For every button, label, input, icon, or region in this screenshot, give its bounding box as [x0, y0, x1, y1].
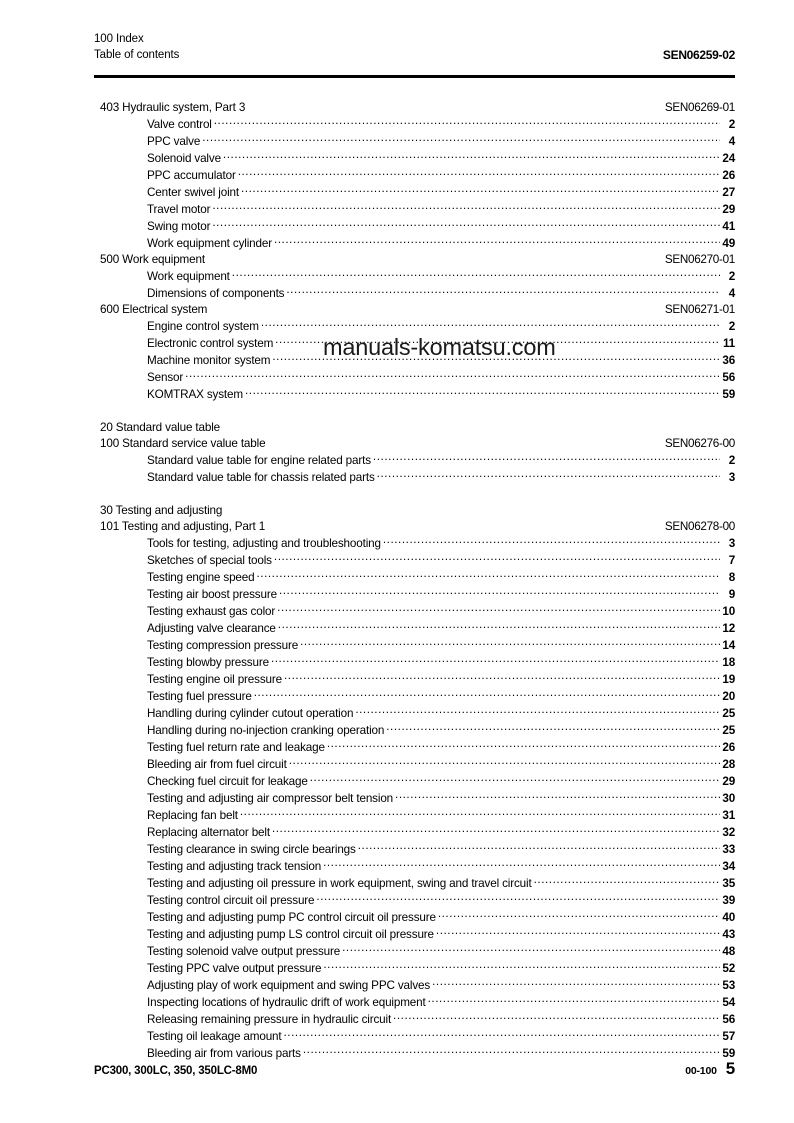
- page-footer: [94, 1060, 735, 1077]
- footer-section-code: 00-100: [685, 1065, 717, 1077]
- toc-entry-leader-dots: [310, 773, 720, 785]
- toc-section-header[interactable]: [94, 252, 735, 268]
- toc-entry-page-number: 52: [722, 962, 735, 975]
- toc-entry-label: Testing control circuit oil pressure: [147, 894, 315, 907]
- toc-entry[interactable]: [94, 841, 735, 858]
- toc-entry-leader-dots: [323, 960, 720, 972]
- toc-entry-label: Testing fuel pressure: [147, 690, 252, 703]
- toc-entry-leader-dots: [284, 671, 720, 683]
- toc-entry-leader-dots: [358, 841, 720, 853]
- toc-entry[interactable]: [94, 133, 735, 150]
- toc-entry-leader-dots: [254, 688, 720, 700]
- toc-section-header[interactable]: [94, 302, 735, 318]
- toc-entry-label: Swing motor: [147, 220, 211, 233]
- toc-entry[interactable]: [94, 318, 735, 335]
- toc-entry[interactable]: [94, 773, 735, 790]
- toc-entry-page-number: 56: [722, 1013, 735, 1026]
- toc-entry-page-number: 20: [722, 690, 735, 703]
- toc-entry[interactable]: [94, 994, 735, 1011]
- toc-entry[interactable]: [94, 116, 735, 133]
- toc-group-title: 20 Standard value table: [100, 421, 221, 434]
- toc-entry-label: Testing and adjusting pump LS control circuit oil pressure: [147, 928, 434, 941]
- toc-entry-page-number: 59: [722, 388, 735, 401]
- toc-entry-page-number: 24: [722, 152, 735, 165]
- toc-entry-label: Checking fuel circuit for leakage: [147, 775, 308, 788]
- toc-entry-label: Standard value table for engine related parts: [147, 454, 371, 467]
- toc-entry-page-number: 49: [722, 237, 735, 250]
- toc-entry-leader-dots: [241, 184, 720, 196]
- toc-entry-page-number: 28: [722, 758, 735, 771]
- toc-entry-page-number: 3: [728, 471, 735, 484]
- toc-entry-leader-dots: [289, 756, 720, 768]
- footer-page-number: 5: [725, 1059, 735, 1078]
- toc-entry-label: Center swivel joint: [147, 186, 239, 199]
- toc-entry-page-number: 56: [722, 371, 735, 384]
- toc-entry-leader-dots: [342, 943, 720, 955]
- toc-entry-leader-dots: [327, 739, 720, 751]
- toc-entry-leader-dots: [274, 235, 720, 247]
- toc-entry-page-number: 29: [722, 775, 735, 788]
- toc-entry-leader-dots: [428, 994, 720, 1006]
- toc-entry-label: Testing and adjusting track tension: [147, 860, 322, 873]
- toc-entry-page-number: 12: [722, 622, 735, 635]
- toc-entry-label: Releasing remaining pressure in hydraulic circuit: [147, 1013, 392, 1026]
- toc-entry[interactable]: [94, 535, 735, 552]
- toc-entry-page-number: 7: [728, 554, 735, 567]
- toc-entry-label: Solenoid valve: [147, 152, 221, 165]
- toc-entry-page-number: 25: [722, 724, 735, 737]
- toc-entry-leader-dots: [278, 620, 720, 632]
- toc-entry-page-number: 14: [722, 639, 735, 652]
- toc-entry-page-number: 35: [722, 877, 735, 890]
- toc-entry[interactable]: [94, 654, 735, 671]
- toc-entry-label: Tools for testing, adjusting and troubleshooting: [147, 537, 381, 550]
- toc-entry-leader-dots: [323, 858, 720, 870]
- toc-entry-page-number: 30: [722, 792, 735, 805]
- toc-block-spacer: [94, 486, 735, 503]
- toc-entry[interactable]: [94, 909, 735, 926]
- watermark-text: manuals-komatsu.com: [323, 334, 556, 360]
- toc-entry-leader-dots: [279, 586, 720, 598]
- toc-section-header[interactable]: [94, 519, 735, 535]
- toc-entry[interactable]: [94, 452, 735, 469]
- toc-block-spacer: [94, 403, 735, 420]
- toc-entry[interactable]: [94, 671, 735, 688]
- toc-entry-label: Bleeding air from fuel circuit: [147, 758, 287, 771]
- toc-entry-page-number: 26: [722, 741, 735, 754]
- toc-entry[interactable]: [94, 150, 735, 167]
- toc-section-code: SEN06276-00: [664, 437, 735, 450]
- toc-entry[interactable]: [94, 807, 735, 824]
- toc-entry-label: Testing compression pressure: [147, 639, 299, 652]
- toc-entry-page-number: 34: [722, 860, 735, 873]
- toc-entry-label: Replacing alternator belt: [147, 826, 270, 839]
- toc-entry-label: Standard value table for chassis related parts: [147, 471, 375, 484]
- toc-entry[interactable]: [94, 960, 735, 977]
- toc-entry-page-number: 2: [728, 454, 735, 467]
- toc-entry-page-number: 8: [728, 571, 735, 584]
- toc-entry-label: Work equipment: [147, 270, 230, 283]
- toc-entry-leader-dots: [436, 926, 720, 938]
- toc-entry-page-number: 2: [728, 270, 735, 283]
- toc-entry-label: PPC valve: [147, 135, 201, 148]
- header-divider: [94, 75, 735, 78]
- toc-entry-leader-dots: [432, 977, 720, 989]
- toc-entry-leader-dots: [256, 569, 720, 581]
- toc-entry[interactable]: [94, 688, 735, 705]
- toc-entry-leader-dots: [316, 892, 720, 904]
- toc-entry[interactable]: [94, 369, 735, 386]
- toc-entry-label: Engine control system: [147, 320, 259, 333]
- toc-entry-page-number: 3: [728, 537, 735, 550]
- toc-section-title: 500 Work equipment: [100, 253, 205, 266]
- toc-entry[interactable]: [94, 739, 735, 756]
- toc-entry-label: Testing PPC valve output pressure: [147, 962, 322, 975]
- toc-section-title: 100 Standard service value table: [100, 437, 266, 450]
- toc-entry-leader-dots: [534, 875, 720, 887]
- toc-entry[interactable]: [94, 756, 735, 773]
- toc-entry[interactable]: [94, 637, 735, 654]
- toc-entry-leader-dots: [240, 807, 720, 819]
- toc-entry-label: Valve control: [147, 118, 212, 131]
- toc-entry[interactable]: [94, 1011, 735, 1028]
- toc-entry[interactable]: [94, 977, 735, 994]
- toc-section-title: 600 Electrical system: [100, 303, 208, 316]
- toc-entry-page-number: 2: [728, 320, 735, 333]
- toc-entry-leader-dots: [223, 150, 720, 162]
- toc-entry[interactable]: [94, 943, 735, 960]
- toc-section-code: SEN06269-01: [664, 101, 735, 114]
- toc-entry[interactable]: [94, 620, 735, 637]
- toc-entry-label: PPC accumulator: [147, 169, 236, 182]
- toc-entry[interactable]: [94, 722, 735, 739]
- toc-entry-page-number: 59: [722, 1047, 735, 1060]
- toc-entry-leader-dots: [355, 705, 720, 717]
- toc-entry-leader-dots: [212, 218, 720, 230]
- toc-entry-page-number: 2: [728, 118, 735, 131]
- toc-entry-leader-dots: [272, 824, 720, 836]
- toc-entry-label: Testing and adjusting oil pressure in work equipment, swing and travel circuit: [147, 877, 532, 890]
- toc-entry-leader-dots: [212, 201, 720, 213]
- toc-section-header[interactable]: [94, 436, 735, 452]
- toc-entry-label: Machine monitor system: [147, 354, 271, 367]
- toc-group-title: 30 Testing and adjusting: [100, 504, 223, 517]
- toc-entry[interactable]: [94, 268, 735, 285]
- toc-entry-label: Adjusting play of work equipment and swing PPC valves: [147, 979, 431, 992]
- toc-entry-page-number: 25: [722, 707, 735, 720]
- toc-entry-page-number: 4: [728, 135, 735, 148]
- toc-entry-leader-dots: [232, 268, 720, 280]
- toc-entry-label: KOMTRAX system: [147, 388, 243, 401]
- toc-entry[interactable]: [94, 926, 735, 943]
- table-of-contents: [94, 100, 735, 1062]
- toc-entry[interactable]: [94, 892, 735, 909]
- toc-entry[interactable]: [94, 586, 735, 603]
- toc-section-title: 403 Hydraulic system, Part 3: [100, 101, 246, 114]
- toc-entry-page-number: 26: [722, 169, 735, 182]
- toc-entry-label: Testing blowby pressure: [147, 656, 269, 669]
- toc-entry-leader-dots: [393, 1011, 720, 1023]
- toc-entry[interactable]: [94, 167, 735, 184]
- toc-section-header[interactable]: [94, 100, 735, 116]
- toc-entry-page-number: 43: [722, 928, 735, 941]
- toc-entry-page-number: 33: [722, 843, 735, 856]
- toc-entry-page-number: 54: [722, 996, 735, 1009]
- toc-entry[interactable]: [94, 1028, 735, 1045]
- header-index-label: 100 Index: [94, 33, 144, 45]
- toc-entry-label: Testing and adjusting pump PC control circuit oil pressure: [147, 911, 436, 924]
- header-bottom-row: [94, 48, 735, 64]
- toc-entry-page-number: 19: [722, 673, 735, 686]
- toc-entry-leader-dots: [214, 116, 720, 128]
- page-header: [94, 32, 735, 64]
- toc-entry-leader-dots: [245, 386, 720, 398]
- toc-entry-page-number: 18: [722, 656, 735, 669]
- toc-entry-leader-dots: [284, 1028, 721, 1040]
- toc-entry-leader-dots: [271, 654, 720, 666]
- toc-entry-label: Testing and adjusting air compressor belt tension: [147, 792, 394, 805]
- toc-entry-page-number: 29: [722, 203, 735, 216]
- toc-entry-page-number: 9: [728, 588, 735, 601]
- toc-entry-leader-dots: [185, 369, 720, 381]
- toc-entry-label: Work equipment cylinder: [147, 237, 272, 250]
- toc-entry[interactable]: [94, 790, 735, 807]
- toc-entry-leader-dots: [386, 722, 720, 734]
- toc-entry-label: Testing air boost pressure: [147, 588, 277, 601]
- toc-entry-leader-dots: [261, 318, 720, 330]
- toc-entry-page-number: 27: [722, 186, 735, 199]
- toc-entry-leader-dots: [286, 285, 720, 297]
- toc-entry-label: Testing engine speed: [147, 571, 255, 584]
- toc-entry-label: Testing solenoid valve output pressure: [147, 945, 341, 958]
- toc-entry[interactable]: [94, 184, 735, 201]
- toc-entry-page-number: 10: [722, 605, 735, 618]
- toc-entry[interactable]: [94, 875, 735, 892]
- toc-entry-leader-dots: [383, 535, 720, 547]
- toc-entry-label: Dimensions of components: [147, 287, 285, 300]
- toc-entry-leader-dots: [377, 469, 720, 481]
- toc-entry-label: Sensor: [147, 371, 184, 384]
- toc-entry-label: Travel motor: [147, 203, 211, 216]
- toc-entry-label: Testing clearance in swing circle bearings: [147, 843, 356, 856]
- header-document-code: SEN06259-02: [662, 47, 735, 62]
- toc-entry-label: Adjusting valve clearance: [147, 622, 276, 635]
- toc-entry[interactable]: [94, 201, 735, 218]
- toc-entry-page-number: 41: [722, 220, 735, 233]
- toc-section-code: SEN06278-00: [664, 520, 735, 533]
- toc-entry[interactable]: [94, 235, 735, 252]
- toc-entry[interactable]: [94, 285, 735, 302]
- toc-entry-leader-dots: [373, 452, 720, 464]
- toc-section-title: 101 Testing and adjusting, Part 1: [100, 520, 266, 533]
- toc-entry-page-number: 40: [722, 911, 735, 924]
- toc-entry-page-number: 31: [722, 809, 735, 822]
- toc-entry-page-number: 57: [722, 1030, 735, 1043]
- toc-entry-leader-dots: [274, 552, 720, 564]
- toc-entry-leader-dots: [438, 909, 720, 921]
- footer-machine-models: PC300, 300LC, 350, 350LC-8M0: [94, 1065, 258, 1077]
- header-top-row: [94, 32, 735, 48]
- toc-entry-label: Testing engine oil pressure: [147, 673, 282, 686]
- toc-entry-leader-dots: [300, 637, 720, 649]
- toc-section-code: SEN06270-01: [664, 253, 735, 266]
- toc-entry-page-number: 48: [722, 945, 735, 958]
- toc-entry-label: Sketches of special tools: [147, 554, 272, 567]
- toc-entry[interactable]: [94, 552, 735, 569]
- toc-entry-label: Electronic control system: [147, 337, 274, 350]
- toc-entry[interactable]: [94, 569, 735, 586]
- toc-entry-page-number: 36: [722, 354, 735, 367]
- toc-entry-leader-dots: [202, 133, 720, 145]
- toc-entry-leader-dots: [303, 1045, 720, 1057]
- toc-entry-page-number: 53: [722, 979, 735, 992]
- toc-entry-label: Testing fuel return rate and leakage: [147, 741, 325, 754]
- toc-entry-page-number: 4: [728, 287, 735, 300]
- header-subtitle: Table of contents: [94, 49, 180, 61]
- toc-entry-label: Testing oil leakage amount: [147, 1030, 282, 1043]
- toc-entry[interactable]: [94, 386, 735, 403]
- toc-entry-label: Replacing fan belt: [147, 809, 238, 822]
- toc-entry-leader-dots: [277, 603, 720, 615]
- toc-entry[interactable]: [94, 705, 735, 722]
- toc-entry-label: Inspecting locations of hydraulic drift of work equipment: [147, 996, 426, 1009]
- toc-entry-label: Testing exhaust gas color: [147, 605, 276, 618]
- toc-entry[interactable]: [94, 858, 735, 875]
- toc-entry[interactable]: [94, 603, 735, 620]
- toc-section-code: SEN06271-01: [664, 303, 735, 316]
- toc-entry[interactable]: [94, 824, 735, 841]
- toc-entry-page-number: 39: [722, 894, 735, 907]
- toc-entry-label: Handling during cylinder cutout operation: [147, 707, 354, 720]
- toc-entry-label: Bleeding air from various parts: [147, 1047, 301, 1060]
- toc-entry-page-number: 11: [723, 337, 735, 350]
- toc-entry-leader-dots: [395, 790, 720, 802]
- toc-entry-leader-dots: [238, 167, 720, 179]
- toc-entry-label: Handling during no-injection cranking operation: [147, 724, 385, 737]
- toc-entry[interactable]: [94, 469, 735, 486]
- toc-entry-page-number: 32: [722, 826, 735, 839]
- toc-entry[interactable]: [94, 218, 735, 235]
- footer-right-group: [685, 1060, 735, 1077]
